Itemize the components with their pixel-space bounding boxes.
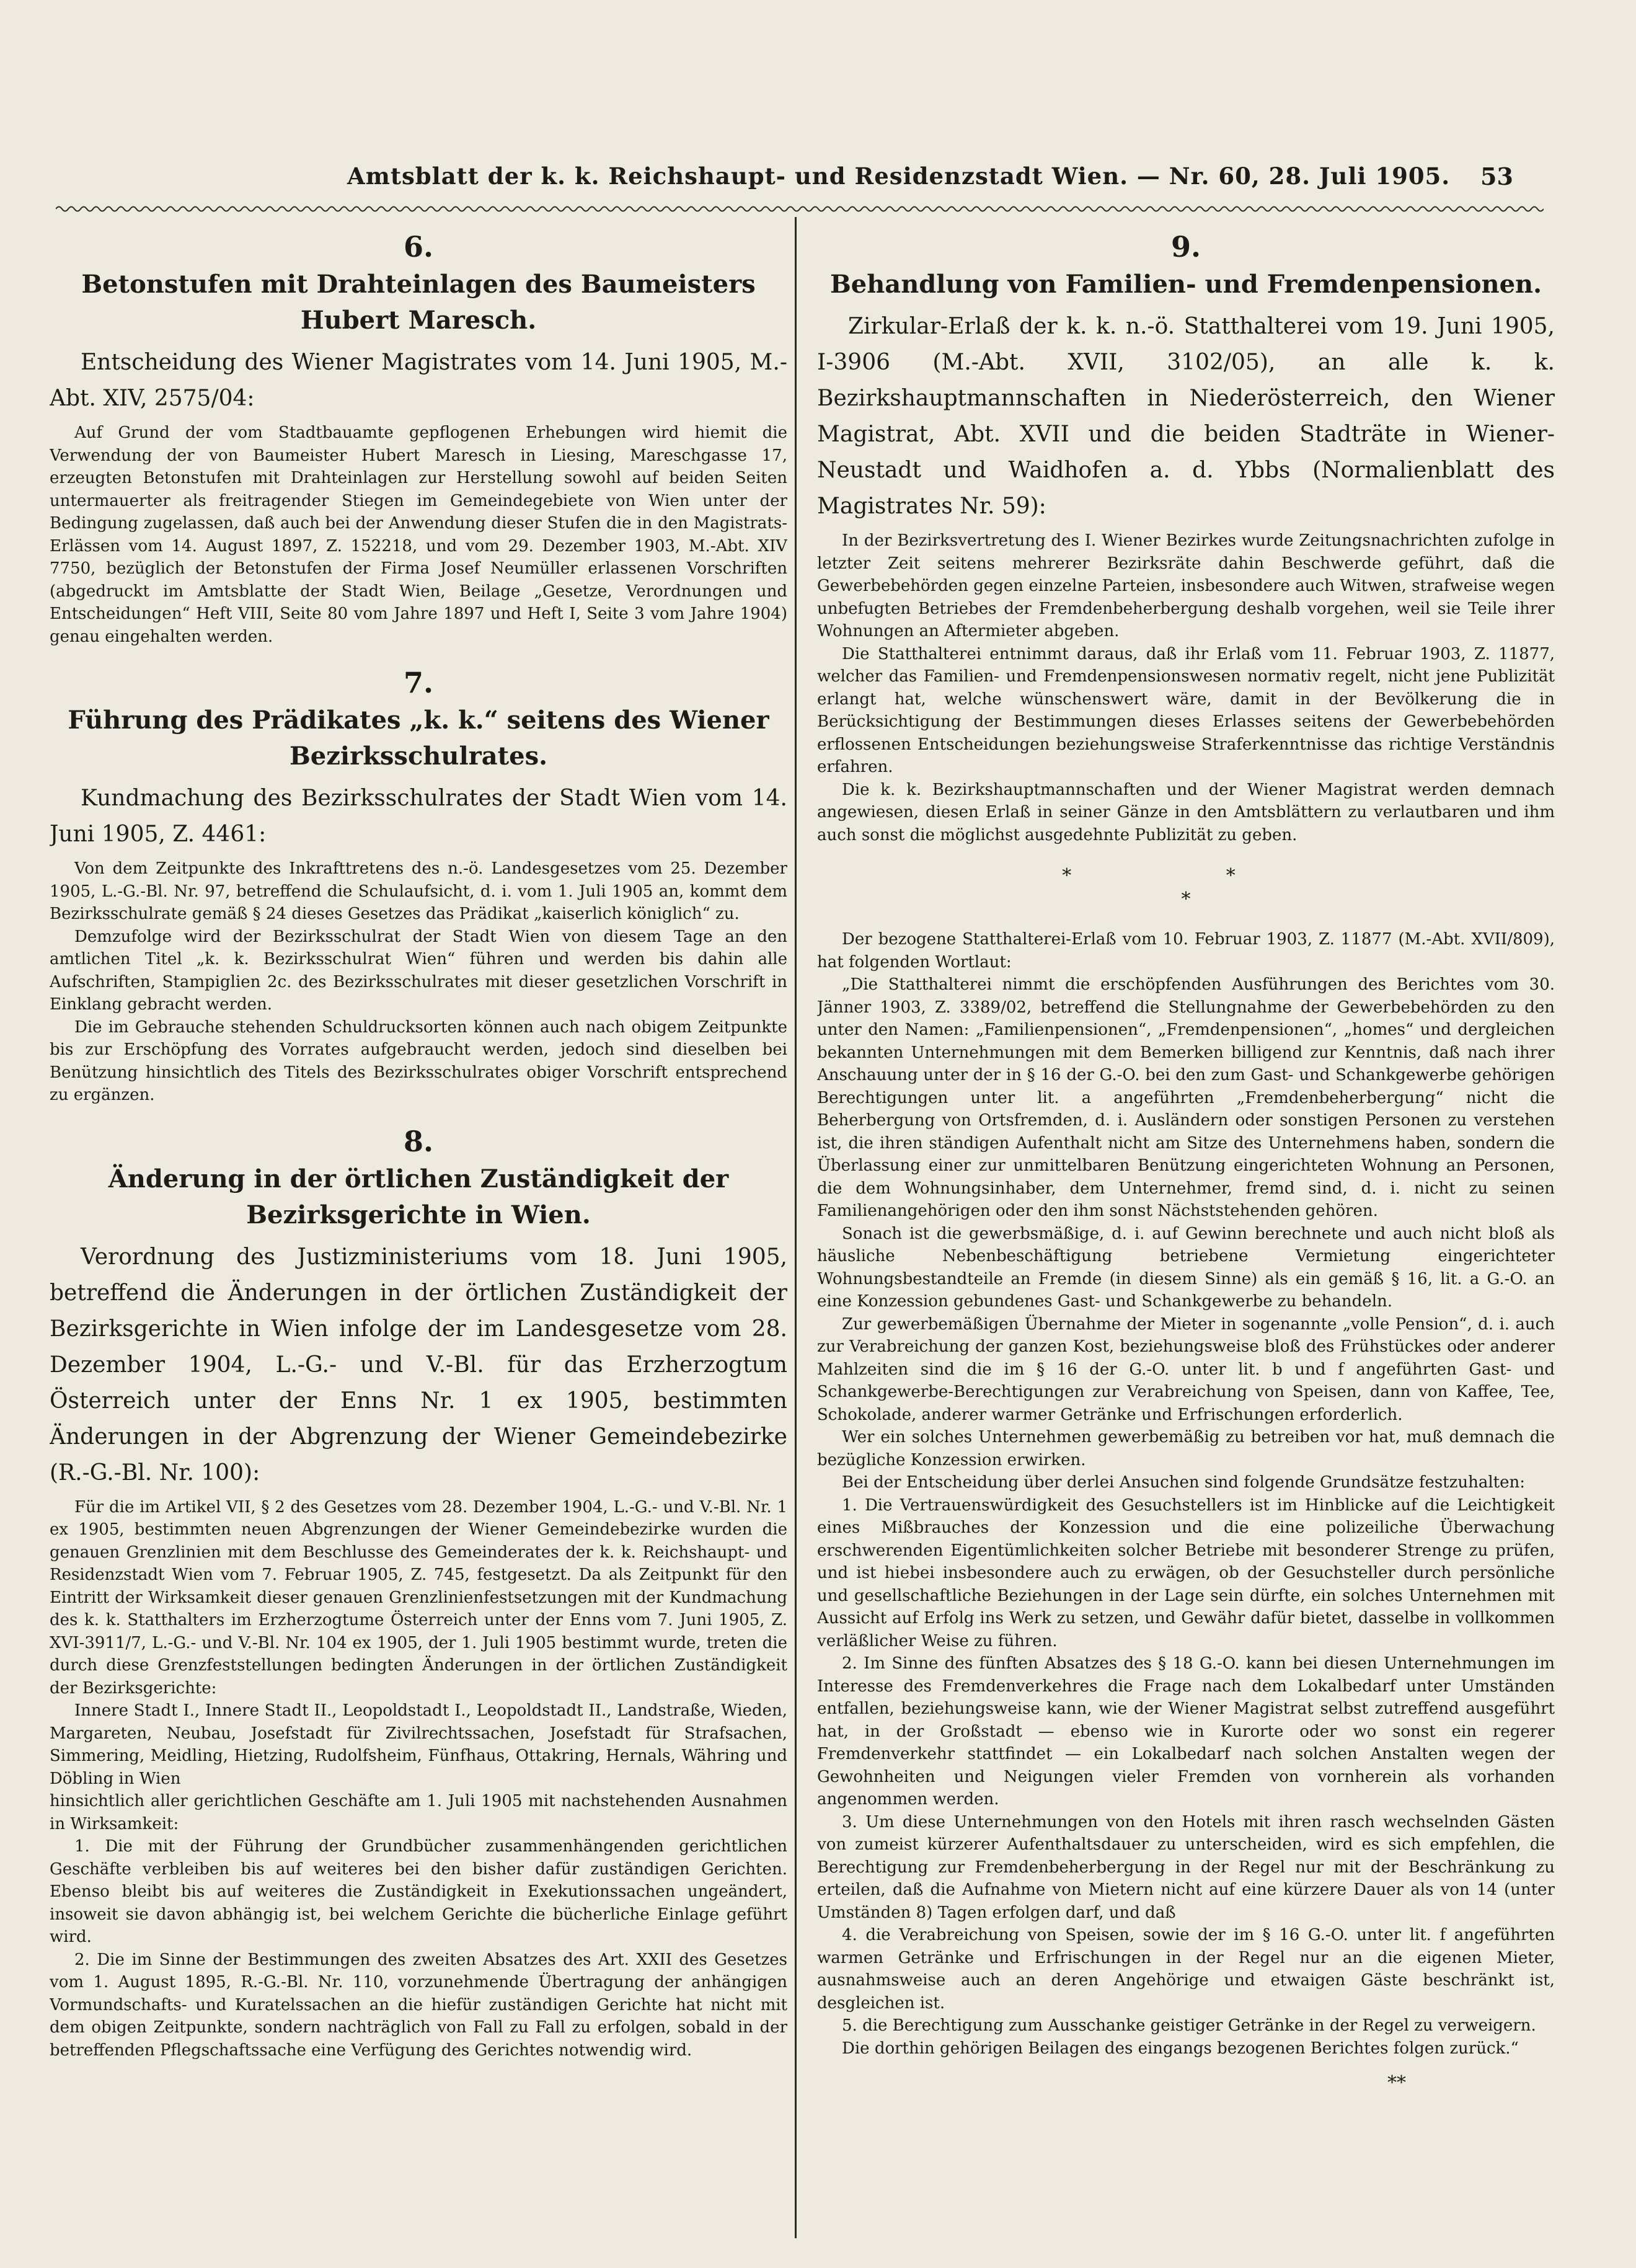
section-intro: Kundmachung des Bezirksschulrates der Stadt Wien vom 14. Juni 1905, Z. 4461:: [50, 786, 787, 847]
paragraph: Die dorthin gehörigen Beilagen des eingangs bezogenen Berichtes folgen zurück.“: [842, 2039, 1519, 2058]
section-title: Behandlung von Familien- und Fremdenpensionen.: [829, 270, 1542, 299]
paragraph: Sonach ist die gewerbsmäßige, d. i. auf Gewinn berechnete und auch nicht bloß als häusliche Nebenbeschäftigung betriebene Vermietung eingerichteter Wohnungsbestandteile an Fremde (in diesem Sinne) als ein gemäß § 16, lit. a G.-O. an eine Konzession gebundenes Gast- und Schankgewerbe zu behandeln.: [817, 1224, 1555, 1311]
paragraph: Bei der Entscheidung über derlei Ansuchen sind folgende Grundsätze festzuhalten:: [842, 1473, 1525, 1492]
paragraph: Zur gewerbemäßigen Übernahme der Mieter in sogenannte „volle Pension“, d. i. auch zur Verabreichung der ganzen Kost, beziehungsweise bloß des Frühstückes oder anderer Mahlzeiten sind die im § 16 der G.-O. unter lit. b und f angeführten Gast- und Schankgewerbe-Berechtigungen zur Verabreichung von Speisen, dann von Kaffee, Tee, Schokolade, anderer warmer Getränke und Erfrischungen erforderlich.: [817, 1314, 1555, 1424]
paragraph: Die Statthalterei entnimmt daraus, daß ihr Erlaß vom 11. Februar 1903, Z. 11877, welcher das Familien- und Fremdenpensionswesen normativ regelt, nicht jene Publizität erlangt hat, welche wünschenswert wäre, damit in der Bevölkerung die in Berücksichtigung der Bestimmungen dieses Erlasses seitens der Gewerbebehörden erflossenen Entscheidungen beziehungsweise Straferkenntnisse das richtige Verständnis erfahren.: [817, 644, 1555, 776]
paragraph: Innere Stadt I., Innere Stadt II., Leopoldstadt I., Leopoldstadt II., Landstraße, Wieden, Margareten, Neubau, Josefstadt für Zivilrechtssachen, Josefstadt für Strafsachen, Simmering, Meidling, Hietzing, Rudolfsheim, Fünfhaus, Ottakring, Hernals, Währing und Döbling in Wien: [50, 1701, 787, 1788]
paragraph: 2. Die im Sinne der Bestimmungen des zweiten Absatzes des Art. XXII des Gesetzes vom 1. August 1895, R.-G.-Bl. Nr. 110, vorzunehmende Übertragung der anhängigen Vormundschafts- und Kuratelssachen an die hiefür zuständigen Gerichte hat nicht mit dem obigen Zeitpunkte, sondern nachträglich von Fall zu Fall zu erfolgen, sobald in der betreffenden Pflegschaftssache eine Verfügung des Gerichtes notwendig wird.: [50, 1950, 787, 2060]
section-number: 8.: [403, 1124, 434, 1158]
paragraph: Die im Gebrauche stehenden Schuldrucksorten können auch nach obigem Zeitpunkte bis zur Erschöpfung des Vorrates aufgebraucht werden, jedoch sind dieselben bei Benützung hinsichtlich des Titels des Bezirksschulrates obiger Vorschrift entsprechend zu ergänzen.: [50, 1017, 787, 1104]
paragraph: „Die Statthalterei nimmt die erschöpfenden Ausführungen des Berichtes vom 30. Jänner 1903, Z. 3389/02, betreffend die Stellungnahme der Gewerbebehörden zu den unter den Namen: „Familienpensionen“, „Fremdenpensionen“, „homes“ und dergleichen bekannten Unternehmungen mit dem Bemerken billigend zur Kenntnis, daß nach ihrer Anschauung unter der in § 16 der G.-O. bei den zum Gast- und Schankgewerbe gehörigen Berechtigungen unter lit. a angeführten „Fremdenbeherbergung“ nicht die Beherbergung von Ortsfremden, d. i. Ausländern oder sonstigen Personen zu verstehen ist, die ihren ständigen Aufenthalt nicht am Sitze des Unternehmens haben, sondern die Überlassung einer zur unmittelbaren Benützung eingerichteten Wohnung an Personen, die dem Wohnungsinhaber, dem Unternehmer, fremd sind, d. i. nicht zu seinen Familienangehörigen oder den ihm sonst Nächststehenden gehören.: [817, 975, 1555, 1220]
end-mark: **: [1387, 2072, 1406, 2094]
section-8: [50, 1124, 787, 2062]
column-rule: [795, 217, 797, 2238]
paragraph: 2. Im Sinne des fünften Absatzes des § 18 G.-O. kann bei diesen Unternehmungen im Interesse des Fremdenverkehres die Frage nach dem Lokalbedarf unter Umständen entfallen, beziehungsweise kann, wie der Wiener Magistrat selbst zutreffend ausgeführt hat, in der Großstadt — ebenso wie in Kurorte oder wo sonst ein regerer Fremdenverkehr stattfindet — ein Lokalbedarf nach solchen Anstalten wegen der Gewohnheiten und Neigungen vieler Fremden von vornherein als vorhanden angenommen werden.: [817, 1654, 1555, 1809]
page-header: Amtsblatt der k. k. Reichshaupt- und Residenzstadt Wien. — Nr. 60, 28. Juli 1905.: [347, 162, 1451, 190]
section-number: 6.: [403, 230, 434, 264]
section-intro: Zirkular-Erlaß der k. k. n.-ö. Statthalterei vom 19. Juni 1905, I-3906 (M.-Abt. XVII, 3102/05), an alle k. k. Bezirkshauptmannschaften in Niederösterreich, den Wiener Magistrat, Abt. XVII und die beiden Stadträte in Wiener-Neustadt und Waidhofen a. d. Ybbs (Normalienblatt des Magistrates Nr. 59):: [817, 314, 1555, 519]
section-intro: Verordnung des Justizministeriums vom 18. Juni 1905, betreffend die Änderungen in der örtlichen Zuständigkeit der Bezirksgerichte in Wien infolge der im Landesgesetze vom 28. Dezember 1904, L.-G.- und V.-Bl. für das Erzherzogtum Österreich unter der Enns Nr. 1 ex 1905, bestimmten Änderungen in der Abgrenzung der Wiener Gemeindebezirke (R.-G.-Bl. Nr. 100):: [50, 1244, 787, 1486]
paragraph: 4. die Verabreichung von Speisen, sowie der im § 16 G.-O. unter lit. f angeführten warmen Getränke und Erfrischungen in der Regel nur an die eigenen Mieter, ausnahmsweise auch an deren Angehörige und etwaigen Gäste beschränkt ist, desgleichen ist.: [817, 1926, 1555, 2013]
section-title: Änderung in der örtlichen Zuständigkeit der Bezirksgerichte in Wien.: [108, 1164, 729, 1229]
section-9: [817, 229, 1555, 2094]
section-number: 7.: [403, 666, 434, 699]
paragraph: Der bezogene Statthalterei-Erlaß vom 10. Februar 1903, Z. 11877 (M.-Abt. XVII/809), hat folgenden Wortlaut:: [817, 930, 1555, 972]
paragraph: Wer ein solches Unternehmen gewerbemäßig zu betreiben vor hat, muß demnach die bezügliche Konzession erwirken.: [817, 1428, 1555, 1469]
section-title: Führung des Prädikates „k. k.“ seitens des Wiener Bezirksschulrates.: [68, 706, 769, 771]
paragraph: 5. die Berechtigung zum Ausschanke geistiger Getränke in der Regel zu verweigern.: [842, 2016, 1536, 2035]
paragraph: hinsichtlich aller gerichtlichen Geschäfte am 1. Juli 1905 mit nachstehenden Ausnahmen in Wirksamkeit:: [50, 1792, 787, 1833]
section-7: [50, 665, 787, 1107]
section-6: [50, 229, 787, 648]
right-column: [817, 229, 1555, 2232]
paragraph: 1. Die mit der Führung der Grundbücher zusammenhängenden gerichtlichen Geschäfte verbleiben bis auf weiteres bei den bisher dafür zuständigen Gerichten. Ebenso bleibt bis auf weiteres die Zuständigkeit in Exekutionssachen ungeändert, insoweit sie davon abhängig ist, bei welchem Gerichte die bücherliche Einlage geführt wird.: [50, 1837, 787, 1946]
paragraph: Demzufolge wird der Bezirksschulrat der Stadt Wien von diesem Tage an den amtlichen Titel „k. k. Bezirksschulrat Wien“ führen und werden bis dahin alle Aufschriften, Stampiglien 2c. des Bezirksschulrates mit dieser gesetzlichen Vorschrift in Einklang gebracht werden.: [50, 927, 787, 1014]
paragraph: 1. Die Vertrauenswürdigkeit des Gesuchstellers ist im Hinblicke auf die Leichtigkeit eines Mißbrauches der Konzession und die eine polizeiliche Überwachung erschwerenden Eigentümlichkeiten solcher Betriebe mit besonderer Strenge zu prüfen, und ist hiebei insbesondere auch zu erwägen, ob der Gesuchsteller durch persönliche und gesellschaftliche Beziehungen in der Lage sein dürfte, ein solches Unternehmen mit Aussicht auf Erfolg ins Werk zu setzen, und Gewähr dafür bietet, dasselbe in vollkommen verläßlicher Weise zu führen.: [817, 1495, 1555, 1650]
page-number: 53: [1480, 162, 1513, 190]
section-intro: Entscheidung des Wiener Magistrates vom 14. Juni 1905, M.-Abt. XIV, 2575/04:: [50, 350, 787, 411]
paragraph: In der Bezirksvertretung des I. Wiener Bezirkes wurde Zeitungsnachrichten zufolge in letzter Zeit seitens mehrerer Bezirksräte dahin Beschwerde geführt, daß die Gewerbebehörden gegen einzelne Parteien, insbesondere auch Witwen, strafweise wegen unbefugten Betriebes der Fremdenbeherbergung deshalb vorgehen, weil sie Teile ihrer Wohnungen an Aftermieter abgeben.: [817, 531, 1555, 640]
left-column: [50, 229, 787, 2232]
paragraph: 3. Um diese Unternehmungen von den Hotels mit ihren rasch wechselnden Gästen von zumeist kürzerer Aufenthaltsdauer zu unterscheiden, wird es sich empfehlen, die Berechtigung zur Fremdenbeherbergung in der Regel nur mit der Beschränkung zu erteilen, daß die Aufnahme von Mietern nicht auf eine kürzere Dauer als von 14 (unter Umständen 8) Tagen erfolgen darf, und daß: [817, 1812, 1555, 1922]
paragraph: Die k. k. Bezirkshauptmannschaften und der Wiener Magistrat werden demnach angewiesen, diesen Erlaß in seiner Gänze in den Amtsblättern zu verlautbaren und ihm auch sonst die möglichst ausgedehnte Publizität zu geben.: [817, 780, 1555, 844]
section-title: Betonstufen mit Drahteinlagen des Baumeisters Hubert Maresch.: [81, 270, 756, 335]
paragraph: Für die im Artikel VII, § 2 des Gesetzes vom 28. Dezember 1904, L.-G.- und V.-Bl. Nr. 1 ex 1905, bestimmten neuen Abgrenzungen der Wiener Gemeindebezirke wurden die genauen Grenzlinien mit dem Beschlusse des Gemeinderates der k. k. Reichshaupt- und Residenzstadt Wien vom 7. Februar 1905, Z. 745, festgesetzt. Da als Zeitpunkt für den Eintritt der Wirksamkeit dieser genauen Grenzlinienfestsetzungen mit der Kundmachung des k. k. Statthalters im Erzherzogtume Österreich unter der Enns vom 7. Juni 1905, Z. XVI-3911/7, L.-G.- und V.-Bl. Nr. 104 ex 1905, der 1. Juli 1905 bestimmt wurde, treten die durch diese Grenzfeststellungen bedingten Änderungen in der örtlichen Zuständigkeit der Bezirksgerichte:: [50, 1497, 787, 1698]
section-number: 9.: [1170, 230, 1201, 264]
paragraph: Von dem Zeitpunkte des Inkrafttretens des n.-ö. Landesgesetzes vom 25. Dezember 1905, L.-G.-Bl. Nr. 97, betreffend die Schulaufsicht, d. i. vom 1. Juli 1905 an, kommt dem Bezirksschulrate gemäß § 24 dieses Gesetzes das Prädikat „kaiserlich königlich“ zu.: [50, 859, 787, 923]
section-divider-stars: * *: [1062, 865, 1310, 887]
header-rule: [56, 205, 1544, 213]
paragraph: Auf Grund der vom Stadtbauamte gepflogenen Erhebungen wird hiemit die Verwendung der von Baumeister Hubert Maresch in Liesing, Mareschgasse 17, erzeugten Betonstufen mit Drahteinlagen zur Herstellung sowohl auf beiden Seiten untermauerter als freitragender Stiegen im Gemeindegebiete von Wien unter der Bedingung zugelassen, daß auch bei der Anwendung dieser Stufen die in den Magistrats-Erlässen vom 14. August 1897, Z. 152218, und vom 29. Dezember 1903, M.-Abt. XIV 7750, bezüglich der Betonstufen der Firma Josef Neumüller erlassenen Vorschriften (abgedruckt im Amtsblatte der Stadt Wien, Beilage „Gesetze, Verordnungen und Entscheidungen“ Heft VIII, Seite 80 vom Jahre 1897 und Heft I, Seite 3 vom Jahre 1904) genau eingehalten werden.: [50, 423, 787, 646]
section-divider-star: *: [1181, 888, 1191, 910]
